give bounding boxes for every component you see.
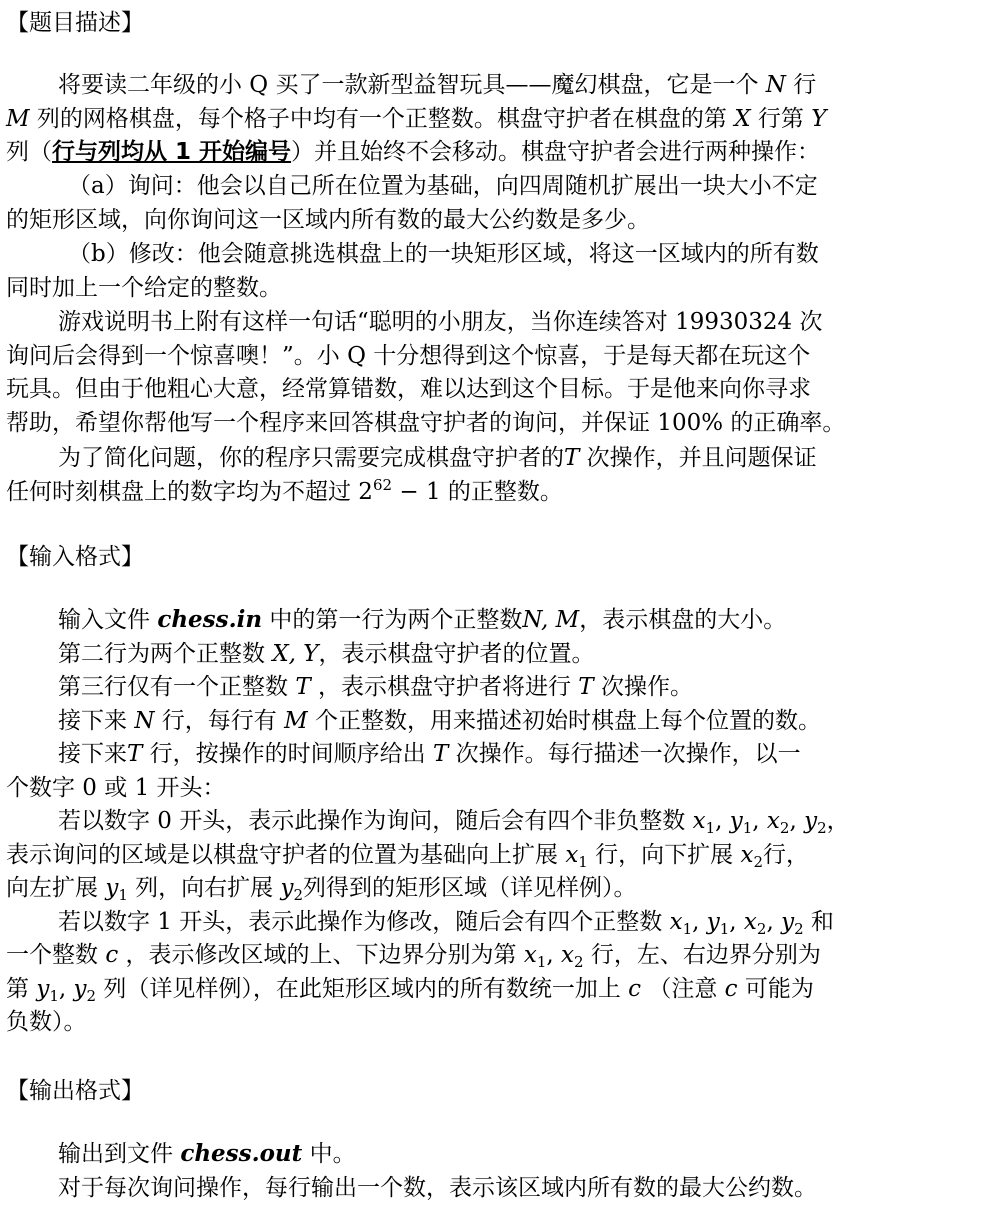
- operation-a: （a）询问：他会以自己所在位置为基础，向四周随机扩展出一块大小不定 的矩形区域，向你询问这一区域内所有数的最大公约数是多少。: [6, 173, 818, 233]
- section-title-output: 【输出格式】: [6, 1078, 144, 1104]
- section-title-description: 【题目描述】: [6, 10, 144, 36]
- input-filename: chess.in: [157, 606, 263, 633]
- section-title-input: 【输入格式】: [6, 544, 144, 570]
- numbering-note: 行与列均从 1 开始编号: [52, 139, 292, 165]
- description-paragraph-4: 为了简化问题，你的程序只需要完成棋盘守护者的T 次操作，并且问题保证 任何时刻棋盘上的数字均为不超过 $2^{62} - 1$ 的正整数。: [6, 445, 817, 505]
- operation-b: （b）修改：他会随意挑选棋盘上的一块矩形区域，将这一区域内的所有数 同时加上一个给定的整数。: [6, 241, 819, 301]
- output-filename: chess.out: [180, 1140, 303, 1167]
- description-paragraph-3: 游戏说明书上附有这样一句话“聪明的小朋友，当你连续答对 19930324 次 询问后会得到一个惊喜噢！”。小 Q 十分想得到这个惊喜，于是每天都在玩这个 玩具。但由于他粗心大意，经常算错数，难以达到这个目标。于是他来向你寻求 帮助，希望你帮他写一个程序来回答棋盘守护者的询问，并保证 100% 的正确率。: [6, 309, 846, 436]
- description-paragraph-1: 将要读二年级的小 Q 买了一款新型益智玩具——魔幻棋盘，它是一个 N 行 M 列的网格棋盘，每个格子中均有一个正整数。棋盘守护者在棋盘的第 X 行第 Y 列（行与列均从 1 开始编号）并且始终不会移动。棋盘守护者会进行两种操作：: [6, 72, 827, 165]
- output-lines: 输出到文件 chess.out 中。 对于每次询问操作，每行输出一个数，表示该区域内所有数的最大公约数。: [58, 1140, 817, 1201]
- input-lines: 输入文件 chess.in 中的第一行为两个正整数N, M，表示棋盘的大小。 第二行为两个正整数 X, Y，表示棋盘守护者的位置。 第三行仅有一个正整数 T ，表示棋盘守护者将进行 T 次操作。 接下来 N 行，每行有 M 个正整数，用来描述初始时棋盘上每个位置的数。 接下来T 行，按操作的时间顺序给出 T 次操作。每行描述一次操作，以一 个数字 0 或 1 开头： 若以数字 0 开头，表示此操作为询问，随后会有四个非负整数 $x_1$, $y_1$, $x_2$, $y_2$， 表示询问的区域是以棋盘守护者的位置为基础向上扩展 $x_1$ 行，向下扩展 $x_2$行， 向左扩展 $y_1$ 列，向右扩展 $y_2$列得到的矩形区域（详见样例）。 若以数字 1 开头，表示此操作为修改，随后会有四个正整数 $x_1$, $y_1$, $x_2$, $y_2$ 和 一个整数 c ，表示修改区域的上、下边界分别为第 $x_1$, $x_2$ 行，左、右边界分别为 第 $y_1$, $y_2$ 列（详见样例），在此矩形区域内的所有数统一加上 c （注意 c 可能为 负数）。: [6, 606, 850, 1035]
